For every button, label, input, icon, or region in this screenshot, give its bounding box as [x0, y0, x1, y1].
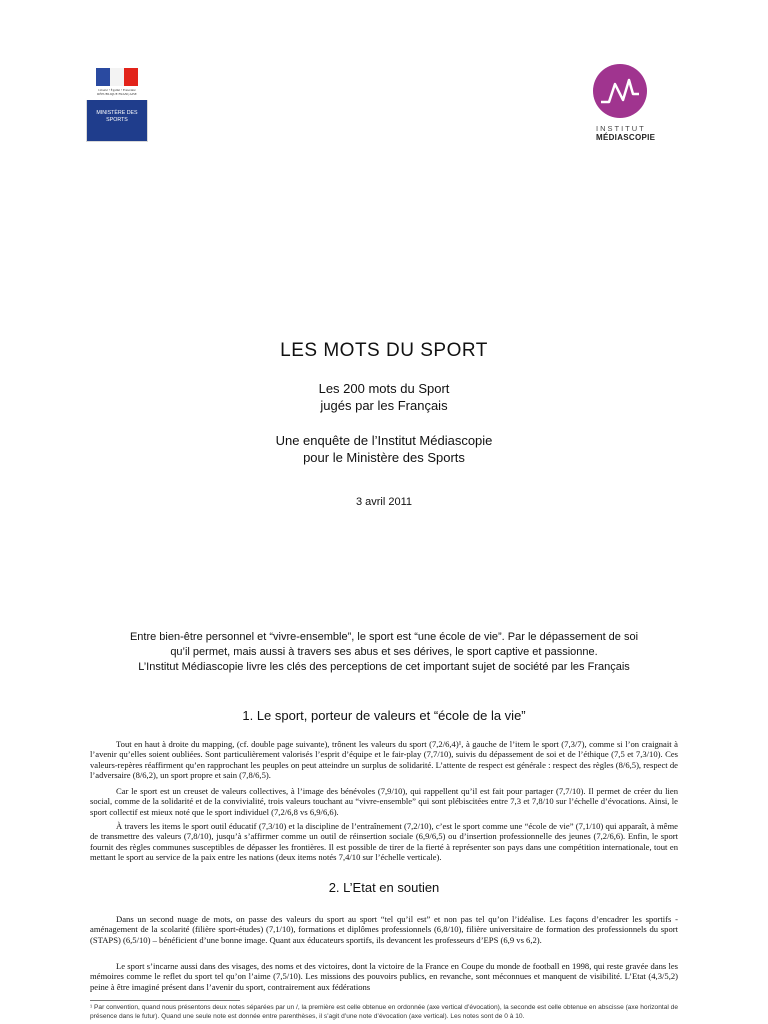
french-flag-icon — [96, 68, 138, 86]
body-paragraph: À travers les items le sport outil éducatif (7,3/10) et la discipline de l’entraînement (7,2/10), c’est le sport comme une “école de vie” (7,1/10) qui apparaît, à même de transmettre des valeurs (7,8/10), jusqu’à s’affirmer comme un outil de réinsertion sociale (6,9/6,5) ou d’insertion professionnelle des jeunes (7,2/6,6). Enfin, le sport fournit des règles communes susceptibles de dépasser les frontières. Il est possible de tirer de la fierté à représenter son pays dans une compétition internationale, tout en mettant le sport au service de la paix entre les nations (deux items notés 7,4/10 sur l’échelle verticale). — [90, 820, 678, 863]
survey-line-1: Une enquête de l’Institut Médiascopie — [275, 433, 493, 448]
page-title: LES MOTS DU SPORT — [280, 340, 488, 361]
body-paragraph: Le sport s’incarne aussi dans des visages, des noms et des victoires, dont la victoire de la France en Coupe du monde de football en 1998, qui reste gravée dans les mémoires comme le reflet du sport tel qu’on l’aime (7,5/10). Les missions des pouvoirs publics, en revanche, sont méconnues et manquent de visibilité. L’Etat (4,3/5,2) peine à être imaginé présent dans l’avenir du sport, contrairement aux fédérations — [90, 960, 678, 992]
section-heading-2: 2. L’Etat en soutien — [328, 880, 440, 895]
intro-line-2: qu’il permet, mais aussi à travers ses abus et ses dérives, le sport captive et passionne. — [170, 646, 598, 658]
ministere-des-sports-logo — [86, 62, 148, 142]
subtitle — [0, 380, 768, 414]
body-paragraph: Car le sport est un creuset de valeurs collectives, à l’image des bénévoles (7,9/10), qui rappellent qu’il est fait pour partager (7,7/10). Il permet de créer du lien social, comme de la solidarité et de la convivialité, trois valeurs touchant au “vivre-ensemble” qui sont plébiscitées entre 7,3 et 7,8/10 sur l’échelle d’évocations. Ainsi, le sport collectif est mieux noté que le sport individuel (7,2/6,8 vs 6,9/6,6). — [90, 785, 678, 817]
signal-wave-icon — [593, 64, 647, 118]
institut-label: INSTITUT — [596, 124, 646, 133]
subtitle-line-2: jugés par les Français — [320, 398, 448, 413]
body-paragraph: Dans un second nuage de mots, on passe des valeurs du sport au sport “tel qu’il est” et non pas tel qu’on l’idéalise. Les façons d’encadrer les sportifs - aménagement de la scolarité (filière sport-études) (7,1/10), formations et diplômes professionnels (6,8/10), filière universitaire de formation des professionnels du sport (STAPS) (6,5/10) – bénéficient d’une bonne image. Quant aux éducateurs sportifs, ils devancent les professeurs d’EPS (6,9 vs 6,2). — [90, 913, 678, 945]
intro-line-1: Entre bien-être personnel et “vivre-ensemble”, le sport est “une école de vie”. Par le dépassement de soi — [129, 631, 639, 643]
footnote: ¹ Par convention, quand nous présentons deux notes séparées par un /, la première est celle obtenue en ordonnée (axe vertical d’évocation), la seconde est celle obtenue en abscisse (axe horizontal de présence dans le futur). Quand une seule note est donnée entre parenthèses, il s’agit d’une note d’évocation (axe vertical). Les notes sont de 0 à 10. — [90, 1004, 678, 1020]
institut-mediascopie-logo — [580, 62, 680, 146]
mediascopie-label: MÉDIASCOPIE — [596, 133, 656, 142]
subtitle-line-1: Les 200 mots du Sport — [318, 381, 450, 396]
logo-motto: Liberté • Égalité • Fraternité RÉPUBLIQUE FRANÇAISE — [97, 88, 137, 96]
intro-line-3: L’Institut Médiascopie livre les clés des perceptions de cet important sujet de société par les Français — [138, 661, 630, 673]
publication-date: 3 avril 2011 — [355, 496, 413, 508]
section-heading-1: 1. Le sport, porteur de valeurs et “école de la vie” — [242, 708, 526, 723]
survey-line-2: pour le Ministère des Sports — [303, 450, 465, 465]
survey-credit — [0, 432, 768, 466]
intro-block — [80, 630, 688, 675]
footnote-divider — [90, 1000, 240, 1001]
body-paragraph: Tout en haut à droite du mapping, (cf. double page suivante), trônent les valeurs du sport (7,2/6,4)¹, à gauche de l’item le sport (7,3/7), comme si l’on craignait à l’avenir qu’elles soient oubliées. Sont particulièrement valorisés l’esprit d’équipe et le fair-play (7,7/10), suivis du dépassement de soi et de l’éthique (7,5 et 7,3/10). Ces valeurs-repères réaffirment qu’en rapprochant les peuples on peut atteindre un surplus de solidarité. L’attente de respect est générale : respect des règles (8/6,5), respect de l’adversaire (8/6,2), un sport propre et sain (7,8/6,5). — [90, 738, 678, 781]
ministere-name: MINISTÈRE DES SPORTS — [96, 110, 138, 123]
logo-header-panel — [86, 62, 148, 100]
